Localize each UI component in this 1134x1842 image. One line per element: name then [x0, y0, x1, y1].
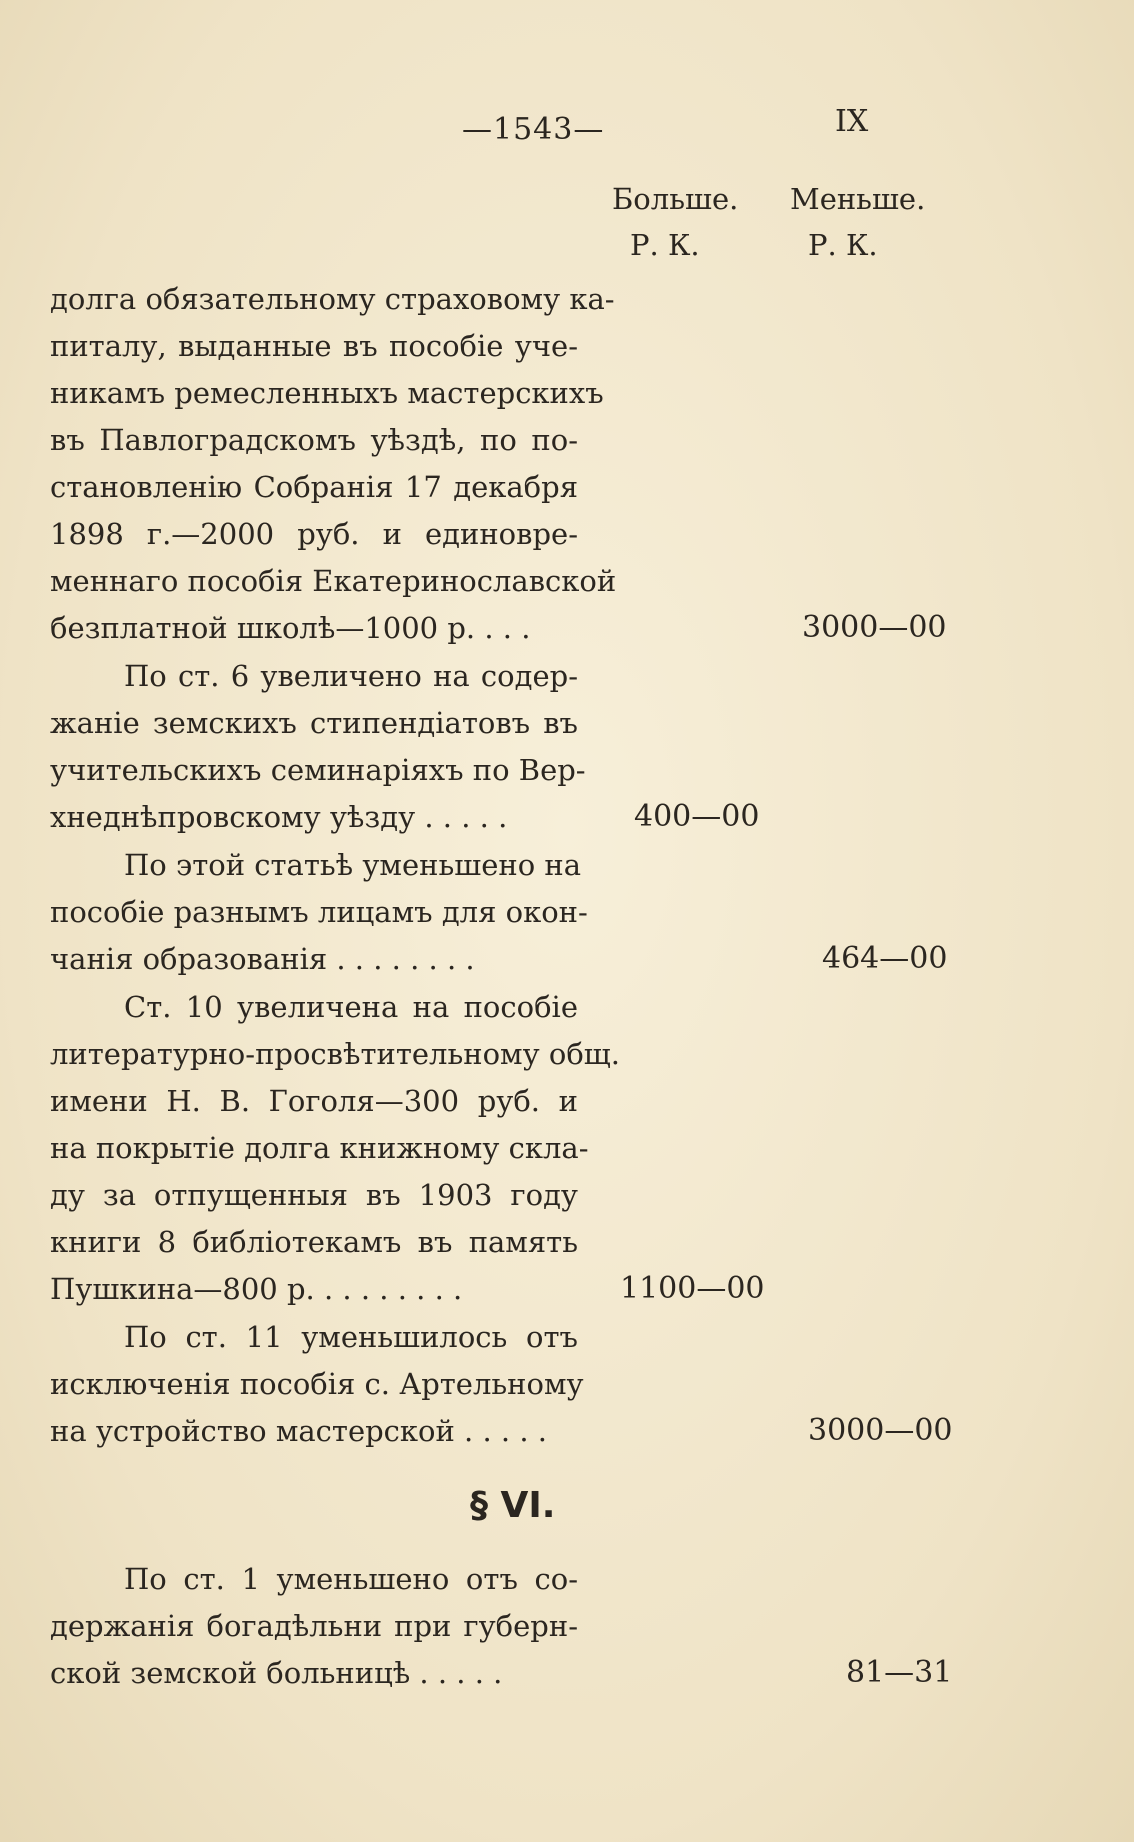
text-line: держанія богадѣльни при губерн- [50, 1609, 578, 1643]
amount-more: 400—00 [634, 799, 760, 834]
text-line: безплатной школѣ—1000 р. . . . [50, 611, 531, 645]
text-line: ду за отпущенныя въ 1903 году [50, 1178, 578, 1212]
page-number: —1543— [462, 112, 605, 147]
text-line: хнеднѣпровскому уѣзду . . . . . [50, 800, 508, 834]
amount-more: 1100—00 [620, 1271, 765, 1306]
text-line: Ст. 10 увеличена на пособіе [124, 990, 578, 1024]
text-line: никамъ ремесленныхъ мастерскихъ [50, 376, 604, 410]
text-line: книги 8 библіотекамъ въ память [50, 1225, 578, 1259]
amount-less: 3000—00 [802, 610, 947, 645]
text-line: литературно-просвѣтительному общ. [50, 1037, 620, 1071]
column-less-label: Меньше. [790, 182, 926, 216]
text-line: исключенія пособія с. Артельному [50, 1367, 584, 1401]
amount-less: 81—31 [846, 1655, 953, 1690]
text-line: ской земской больницѣ . . . . . [50, 1656, 503, 1690]
text-line: По ст. 6 увеличено на содер- [124, 659, 578, 693]
roman-numeral: IX [835, 104, 869, 139]
text-line: учительскихъ семинаріяхъ по Вер- [50, 753, 586, 787]
text-line: въ Павлоградскомъ уѣздѣ, по по- [50, 423, 578, 457]
text-line: По ст. 1 уменьшено отъ со- [124, 1562, 578, 1596]
text-line: становленію Собранія 17 декабря [50, 470, 578, 504]
text-line: меннаго пособія Екатеринославской [50, 564, 617, 598]
text-line: Пушкина—800 р. . . . . . . . . [50, 1272, 463, 1306]
text-line: на устройство мастерской . . . . . [50, 1414, 548, 1448]
text-line: жаніе земскихъ стипендіатовъ въ [50, 706, 578, 740]
text-line: имени Н. В. Гоголя—300 руб. и [50, 1084, 578, 1118]
text-line: на покрытіе долга книжному скла- [50, 1131, 589, 1165]
section-heading: § VI. [470, 1485, 556, 1526]
column-more-units: Р. К. [630, 228, 700, 262]
text-line: По ст. 11 уменьшилось отъ [124, 1320, 578, 1354]
text-line: питалу, выданные въ пособіе уче- [50, 329, 578, 363]
text-line: пособіе разнымъ лицамъ для окон- [50, 895, 588, 929]
column-less-units: Р. К. [808, 228, 878, 262]
text-line: По этой статьѣ уменьшено на [124, 848, 582, 882]
text-line: 1898 г.—2000 руб. и единовре- [50, 517, 578, 551]
amount-less: 464—00 [822, 941, 948, 976]
text-line: долга обязательному страховому ка- [50, 282, 615, 316]
amount-less: 3000—00 [808, 1413, 953, 1448]
column-more-label: Больше. [612, 182, 739, 216]
text-line: чанія образованія . . . . . . . . [50, 942, 475, 976]
